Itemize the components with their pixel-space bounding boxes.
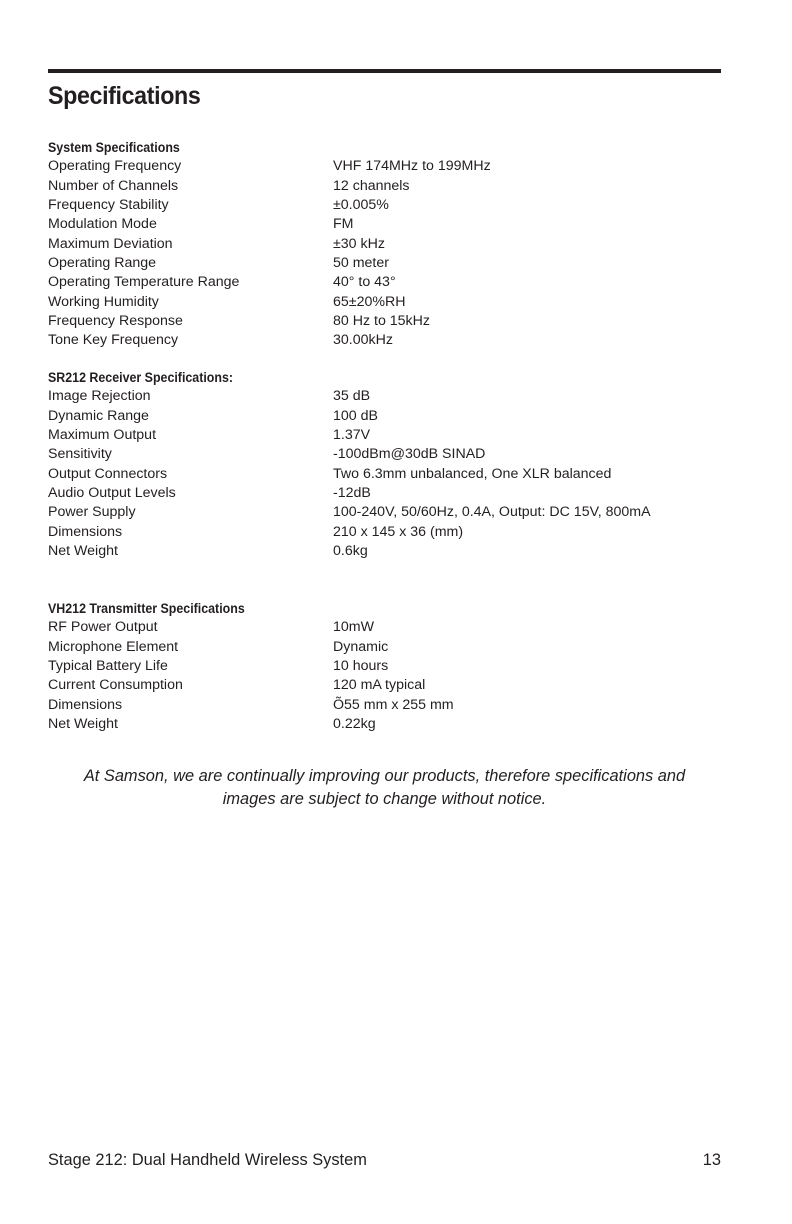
spec-row: [48, 407, 728, 426]
spec-row: [48, 157, 728, 176]
spec-label: Dynamic Range: [48, 407, 149, 424]
spec-row: [48, 445, 728, 464]
spec-value: FM: [333, 216, 354, 233]
spec-label: Modulation Mode: [48, 216, 157, 233]
spec-value: 40° to 43°: [333, 274, 396, 291]
spec-label: Working Humidity: [48, 293, 159, 310]
spec-value: ±30 kHz: [333, 235, 385, 252]
spec-label: Image Rejection: [48, 388, 151, 405]
spec-label: Dimensions: [48, 523, 123, 540]
spec-value: 210 x 145 x 36 (mm): [333, 523, 464, 540]
page-title: Specifications: [48, 82, 201, 110]
spec-row: [48, 273, 728, 292]
spec-label: RF Power Output: [48, 619, 158, 636]
spec-value: 65±20%RH: [333, 293, 406, 310]
spec-label: Frequency Stability: [48, 197, 169, 214]
spec-row: [48, 542, 728, 561]
spec-value: 1.37V: [333, 427, 371, 444]
spec-value: ±0.005%: [333, 197, 389, 214]
section-heading: VH212 Transmitter Specifications: [48, 601, 245, 616]
notice-line: At Samson, we are continually improving our products, therefore specifications and: [83, 767, 686, 785]
spec-row: [48, 618, 728, 637]
spec-label: Operating Frequency: [48, 158, 182, 175]
spec-row: [48, 387, 728, 406]
spec-label: Maximum Deviation: [48, 235, 173, 252]
spec-label: Operating Temperature Range: [48, 274, 240, 291]
spec-label: Sensitivity: [48, 446, 112, 463]
spec-row: [48, 293, 728, 312]
spec-label: Typical Battery Life: [48, 658, 168, 675]
spec-label: Number of Channels: [48, 177, 179, 194]
spec-value: 100-240V, 50/60Hz, 0.4A, Output: DC 15V, 800mA: [333, 504, 651, 521]
footer-title: Stage 212: Dual Handheld Wireless System: [48, 1151, 367, 1169]
spec-label: Dimensions: [48, 696, 123, 713]
spec-label: Tone Key Frequency: [48, 332, 179, 349]
spec-label: Power Supply: [48, 504, 136, 521]
spec-row: [48, 715, 728, 734]
spec-row: [48, 696, 728, 715]
spec-row: [48, 254, 728, 273]
spec-row: [48, 331, 728, 350]
spec-value: 10 hours: [333, 658, 389, 675]
spec-row: [48, 465, 728, 484]
spec-value: Two 6.3mm unbalanced, One XLR balanced: [333, 465, 612, 482]
receiver-specifications-section: [48, 368, 728, 561]
spec-row: [48, 676, 728, 695]
spec-value: 100 dB: [333, 407, 378, 424]
spec-value: 10mW: [333, 619, 374, 636]
spec-label: Current Consumption: [48, 677, 183, 694]
spec-label: Operating Range: [48, 255, 157, 272]
spec-value: Dynamic: [333, 638, 389, 655]
spec-value: 12 channels: [333, 177, 410, 194]
system-specifications-section: [48, 138, 728, 351]
spec-row: [48, 657, 728, 676]
transmitter-specifications-section: [48, 599, 728, 734]
section-heading: System Specifications: [48, 140, 180, 155]
spec-row: [48, 426, 728, 445]
spec-row: [48, 523, 728, 542]
section-heading: SR212 Receiver Specifications:: [48, 370, 234, 385]
spec-value: -12dB: [333, 485, 371, 502]
spec-value: 35 dB: [333, 388, 371, 405]
header-rule: [48, 69, 721, 73]
change-notice: [48, 765, 721, 811]
spec-row: [48, 638, 728, 657]
spec-value: 50 meter: [333, 255, 389, 272]
spec-row: [48, 312, 728, 331]
spec-value: 120 mA typical: [333, 677, 426, 694]
spec-row: [48, 235, 728, 254]
spec-value: 0.22kg: [333, 716, 376, 733]
spec-label: Maximum Output: [48, 427, 157, 444]
spec-value: Õ55 mm x 255 mm: [333, 696, 454, 713]
spec-label: Microphone Element: [48, 638, 179, 655]
spec-value: 80 Hz to 15kHz: [333, 313, 430, 330]
spec-row: [48, 196, 728, 215]
spec-row: [48, 484, 728, 503]
notice-line: images are subject to change without notice.: [222, 790, 547, 808]
spec-value: -100dBm@30dB SINAD: [333, 446, 486, 463]
spec-value: VHF 174MHz to 199MHz: [333, 158, 491, 175]
spec-label: Frequency Response: [48, 313, 183, 330]
page-number: 13: [702, 1151, 721, 1169]
spec-value: 0.6kg: [333, 543, 368, 560]
spec-label: Net Weight: [48, 716, 118, 733]
spec-label: Output Connectors: [48, 465, 168, 482]
spec-row: [48, 215, 728, 234]
spec-label: Net Weight: [48, 543, 118, 560]
spec-value: 30.00kHz: [333, 332, 393, 349]
spec-row: [48, 177, 728, 196]
spec-label: Audio Output Levels: [48, 485, 176, 502]
spec-row: [48, 503, 728, 522]
